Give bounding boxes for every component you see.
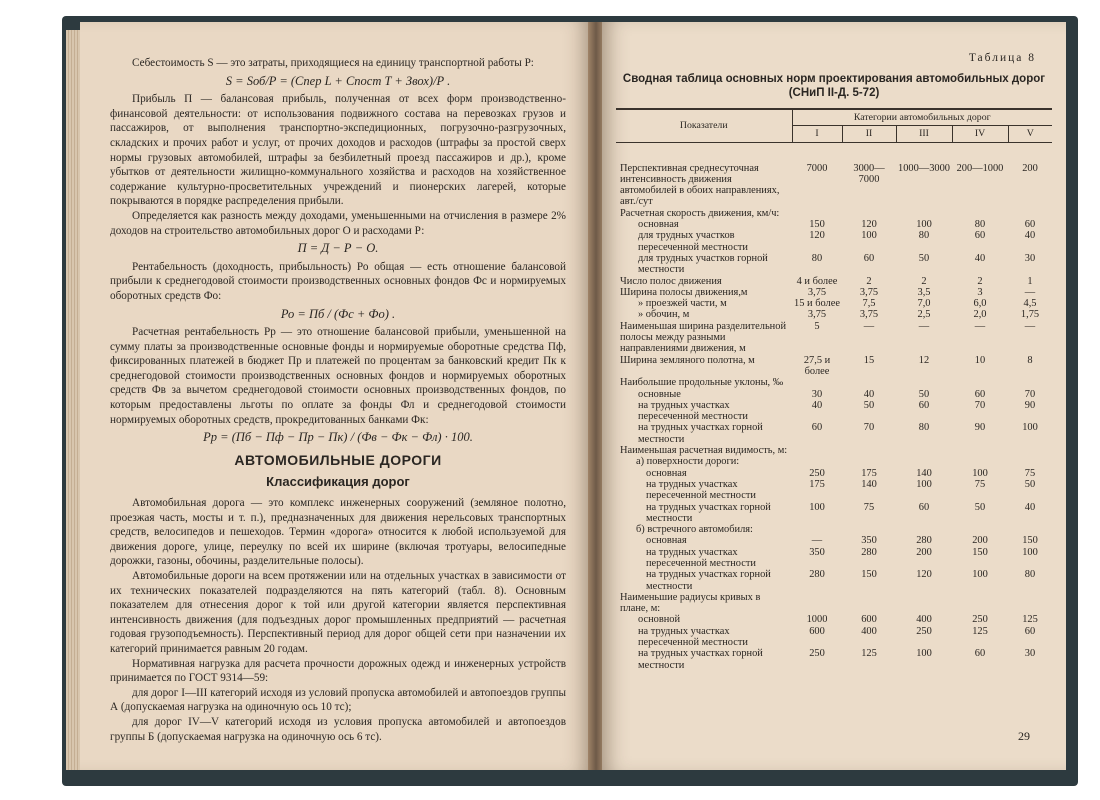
table-cell: 250: [916, 625, 932, 637]
page-number: 29: [1018, 729, 1030, 743]
table-cell: 1: [1027, 275, 1033, 287]
paragraph-profit: Прибыль П — балансовая прибыль, полученная от всех форм производственно-финансовой деятельности: от использования подвижного состава на перевозках грузов и пассажиров, от выполнения транспортно-экспедиционных, погрузочно-разгрузочных, складских и прочих работ и услуг, от прочих доходов и расходов (штрафы за простой сверх нормы грузовых автомобилей, штрафы за безбилетный проезд пассажиров и др.), кроме убытков от деятельности жилищно-коммунального хозяйства и расходов на хозяйственное содержание культурно-просветительных учреждений и пионерских лагерей, которые покрываются в порядке распределения прибыли.: [110, 93, 566, 208]
table-cell: 350: [861, 535, 877, 547]
row-label: для трудных участков пересеченной местности: [638, 230, 748, 253]
table-cell: 60: [1024, 625, 1036, 637]
table-cell: [842, 377, 896, 388]
table-row: [616, 524, 1052, 535]
table-cell: 100: [809, 501, 825, 513]
table-cell: 60: [811, 422, 823, 434]
row-label: основная: [638, 219, 679, 231]
table-row: [616, 230, 1052, 253]
table-cell: 1000: [806, 614, 828, 626]
table-cell: 10: [974, 354, 986, 366]
table-cell: 1,75: [1020, 309, 1040, 321]
table-cell: 250: [972, 614, 988, 626]
table-cell: 280: [861, 546, 877, 558]
table-cell: [896, 592, 952, 615]
table-cell: 125: [1022, 614, 1038, 626]
table-row: [616, 422, 1052, 445]
table-row: [616, 648, 1052, 671]
table-cell: [842, 208, 896, 219]
table-cell: 250: [809, 467, 825, 479]
table-cell: 4 и более: [796, 275, 838, 287]
table-cell: 2: [977, 275, 983, 287]
paragraph-load-group-b: для дорог IV—V категорий исходя из условия пропуска автомобилей и автопоездов группы Б (допускаемая нагрузка на одиночную ось 6 тс).: [110, 715, 566, 743]
table-cell: 150: [972, 546, 988, 558]
table-cell: 40: [1024, 501, 1036, 513]
table-cell: 3,75: [859, 286, 879, 298]
table-cell: 27,5 и более: [803, 354, 831, 377]
norms-table: [616, 108, 1052, 671]
table-cell: 7,0: [917, 298, 931, 310]
table-cell: 400: [861, 625, 877, 637]
row-label: Ширина земляного полотна, м: [620, 354, 755, 366]
table-cell: [792, 592, 842, 615]
row-label: Наименьшие радиусы кривых в плане, м:: [620, 591, 761, 615]
paragraph-profit-definition: Определяется как разность между доходами, уменьшенными на отчисления в размере 2% доходов на строительство автомобильных дорог О и расходами Р:: [110, 209, 566, 237]
table-cell: 3: [977, 286, 983, 298]
section-heading: АВТОМОБИЛЬНЫЕ ДОРОГИ: [234, 451, 442, 468]
table-cell: 7000: [806, 162, 828, 174]
row-label: на трудных участках пересеченной местности: [646, 478, 756, 502]
table-cell: —: [974, 320, 986, 332]
row-label: на трудных участках горной местности: [638, 648, 763, 671]
table-cell: 12: [918, 354, 930, 366]
table-row: [616, 298, 1052, 309]
table-cell: 60: [974, 648, 986, 660]
header-category: V: [1008, 126, 1052, 142]
table-cell: 60: [863, 252, 875, 264]
table-cell: 75: [863, 501, 875, 513]
table-row: [616, 479, 1052, 502]
table-cell: 15 и более: [794, 298, 840, 310]
table-cell: [952, 445, 1008, 456]
table-cell: 30: [1024, 648, 1036, 660]
row-label: Число полос движения: [620, 275, 722, 287]
table-cell: 75: [974, 478, 986, 490]
table-cell: 280: [916, 535, 932, 547]
table-cell: 120: [809, 230, 825, 242]
table-cell: 80: [974, 219, 986, 231]
table-cell: 125: [861, 648, 877, 660]
table-cell: 3,75: [859, 309, 879, 321]
table-row: [616, 276, 1052, 287]
table-cell: [1008, 445, 1052, 456]
table-cell: 120: [861, 219, 877, 231]
row-label: на трудных участках горной местности: [646, 501, 771, 524]
paragraph-load-group-a: для дорог I—III категорий исходя из условий пропуска автомобилей и автопоездов группы А (допускаемая нагрузка на одиночную ось 10 тс);: [110, 686, 566, 714]
table-row: [616, 626, 1052, 649]
left-page: [80, 22, 590, 770]
subsection-heading: Классификация дорог: [266, 474, 410, 490]
table-row: [616, 208, 1052, 219]
table-cell: 125: [972, 625, 988, 637]
table-cell: 100: [916, 478, 932, 490]
left-page-text: [110, 56, 566, 744]
right-page: [602, 22, 1066, 770]
table-cell: 60: [918, 399, 930, 411]
row-label: Перспективная среднесуточная интенсивность движения автомобилей в обоих направлениях, авт./сут: [620, 162, 780, 208]
table-cell: 60: [1024, 219, 1036, 231]
table-cell: [952, 208, 1008, 219]
table-cell: 100: [861, 230, 877, 242]
table-cell: [842, 456, 896, 467]
table-cell: 4,5: [1023, 298, 1037, 310]
table-row: [616, 321, 1052, 355]
header-categories: Категории автомобильных дорог: [792, 109, 1052, 126]
row-label: на трудных участках пересеченной местности: [638, 625, 748, 649]
table-cell: 100: [972, 569, 988, 581]
table-cell: —: [918, 320, 930, 332]
table-cell: 8: [1027, 354, 1033, 366]
table-cell: 150: [1022, 535, 1038, 547]
table-cell: [896, 524, 952, 535]
table-row: [616, 253, 1052, 276]
table-row: [616, 592, 1052, 615]
table-cell: [896, 208, 952, 219]
table-cell: 7,5: [862, 298, 876, 310]
table-cell: 3,5: [917, 286, 931, 298]
header-category: II: [842, 126, 896, 142]
row-label: Наибольшие продольные уклоны, ‰: [620, 377, 784, 389]
table-cell: 30: [811, 388, 823, 400]
row-label: б) встречного автомобиля:: [636, 524, 753, 536]
table-cell: 200: [972, 535, 988, 547]
formula-profit: П = Д − Р − О.: [297, 241, 379, 256]
table-cell: [1008, 456, 1052, 467]
row-label: основной: [638, 614, 681, 626]
table-cell: [896, 456, 952, 467]
table-row: [616, 445, 1052, 456]
table-cell: 6,0: [973, 298, 987, 310]
paragraph-calculated-profitability: Расчетная рентабельность Рр — это отношение балансовой прибыли, уменьшенной на сумму платы за производственные основные фонды и нормируемые оборотные средства Пф, фиксированных платежей в бюджет Пр и платежей по процентам за банковский кредит Пк к среднегодовой стоимости производственных основных фондов и нормируемых оборотных средств Фв за вычетом среднегодовой стоимости основных производственных фондов, по которым предоставлены льготы по оплате за фонды Фл и среднегодовой стоимости нормируемых оборотных средств, прокредитованных банками Фк:: [110, 326, 566, 426]
table-cell: [792, 377, 842, 388]
table-cell: —: [1024, 320, 1036, 332]
table-cell: 70: [1024, 388, 1036, 400]
table-cell: 150: [809, 219, 825, 231]
table-cell: 600: [861, 614, 877, 626]
table-cell: [1008, 524, 1052, 535]
table-cell: 80: [918, 230, 930, 242]
table-label: Таблица 8: [968, 52, 1036, 64]
table-cell: —: [1024, 286, 1036, 298]
table-cell: [896, 377, 952, 388]
table-row: [616, 287, 1052, 298]
formula-calculated-profitability: Рр = (Пб − Пф − Пр − Пк) / (Фв − Фк − Фл) · 100.: [203, 430, 473, 445]
table-cell: [1008, 592, 1052, 615]
table-cell: [842, 592, 896, 615]
table-cell: 175: [809, 478, 825, 490]
row-label: Расчетная скорость движения, км/ч:: [620, 207, 780, 219]
table-cell: [952, 524, 1008, 535]
table-cell: 60: [918, 501, 930, 513]
table-cell: [842, 524, 896, 535]
formula-cost: S = Sоб/P = (Cпер L + Cпост T + Звох)/P .: [225, 73, 451, 88]
row-label: основные: [638, 388, 681, 400]
row-label: основная: [646, 467, 687, 479]
paragraph-cost: Себестоимость S — это затраты, приходящиеся на единицу транспортной работы P:: [132, 57, 534, 69]
table-row: [616, 377, 1052, 388]
table-cell: 50: [1024, 478, 1036, 490]
row-label: на трудных участках пересеченной местности: [646, 546, 756, 569]
table-cell: 90: [1024, 399, 1036, 411]
table-cell: [952, 592, 1008, 615]
table-cell: 2: [866, 275, 872, 287]
header-indicators: Показатели: [616, 109, 792, 142]
table-cell: [792, 208, 842, 219]
table-cell: [896, 445, 952, 456]
table-cell: 2,5: [917, 309, 931, 321]
table-cell: 600: [809, 625, 825, 637]
table-cell: 400: [916, 614, 932, 626]
table-cell: 80: [1024, 569, 1036, 581]
table-cell: —: [863, 320, 875, 332]
table-cell: 150: [861, 569, 877, 581]
formula-profitability: Ро = Пб / (Фс + Фо) .: [280, 306, 396, 321]
table-row: [616, 535, 1052, 546]
table-cell: [1008, 377, 1052, 388]
row-label: а) поверхности дороги:: [636, 456, 740, 468]
table-cell: 75: [1024, 467, 1036, 479]
table-row: [616, 468, 1052, 479]
row-label: для трудных участков горной местности: [638, 252, 768, 276]
table-cell: 70: [863, 422, 875, 434]
table-row: [616, 355, 1052, 378]
table-cell: 350: [809, 546, 825, 558]
table-cell: 250: [809, 648, 825, 660]
header-category: IV: [952, 126, 1008, 142]
table-row: [616, 569, 1052, 592]
table-row: [616, 456, 1052, 467]
table-cell: 100: [1022, 546, 1038, 558]
table-cell: 3,75: [807, 286, 827, 298]
row-label: Наименьшая ширина разделительной полосы между разными направлениями движения, м: [620, 320, 787, 355]
row-label: на трудных участках горной местности: [638, 422, 763, 445]
table-cell: 3000—7000: [853, 162, 885, 185]
table-cell: —: [811, 535, 823, 547]
row-label: Наименьшая расчетная видимость, м:: [620, 445, 788, 457]
row-label: на трудных участках пересеченной местности: [638, 399, 748, 423]
table-cell: [792, 456, 842, 467]
paragraph-road-definition: Автомобильная дорога — это комплекс инженерных сооружений (земляное полотно, проезжая часть, мосты и т. п.), предназначенных для движения нерельсовых транспортных средств, велосипедов и пешеходов. Термин «дорога» относится к любой используемой для движения дороге, улице, переулку по всей их ширине (включая тротуары, велосипедные дорожки, газоны, обочины, разделительные полосы).: [110, 497, 566, 568]
table-cell: 200: [1022, 162, 1038, 174]
table-cell: 50: [918, 388, 930, 400]
table-cell: 60: [974, 230, 986, 242]
table-row: [616, 547, 1052, 570]
table-cell: 80: [811, 252, 823, 264]
table-cell: 280: [809, 569, 825, 581]
row-label: основная: [646, 535, 687, 547]
row-label: » проезжей части, м: [638, 298, 727, 310]
table-cell: 175: [861, 467, 877, 479]
table-cell: 60: [974, 388, 986, 400]
table-cell: 40: [863, 388, 875, 400]
table-cell: 3,75: [807, 309, 827, 321]
table-cell: 200: [916, 546, 932, 558]
table-cell: 100: [1022, 422, 1038, 434]
paragraph-profitability: Рентабельность (доходность, прибыльность) Ро общая — есть отношение балансовой прибыли к среднегодовой стоимости производственных основных фондов Фс и нормируемых оборотных средств Фо:: [110, 260, 566, 302]
table-cell: 50: [974, 501, 986, 513]
table-cell: 2: [921, 275, 927, 287]
table-cell: 5: [814, 320, 820, 332]
table-row: [616, 142, 1052, 208]
table-cell: 50: [918, 252, 930, 264]
paragraph-road-categories: Автомобильные дороги на всем протяжении или на отдельных участках в зависимости от их технических показателей подразделяются на пять категорий (табл. 8). Основным показателем для отнесения дорог к той или другой категории является перспективная интенсивность движения (для подъездных дорог промышленных предприятий — расчетная годовая грузоподъемность). Перспективный период для дорог общей сети при назначении их категорий принимается равным 20 годам.: [110, 570, 566, 655]
table-cell: 120: [916, 569, 932, 581]
table-cell: [792, 524, 842, 535]
table-cell: 30: [1024, 252, 1036, 264]
row-label: Ширина полосы движения,м: [620, 286, 748, 298]
table-cell: 100: [916, 219, 932, 231]
table-cell: [952, 377, 1008, 388]
table-cell: 140: [861, 478, 877, 490]
table-cell: 100: [916, 648, 932, 660]
table-cell: [792, 445, 842, 456]
table-cell: [1008, 208, 1052, 219]
row-label: на трудных участках горной местности: [646, 569, 771, 592]
table-row: [616, 502, 1052, 525]
table-cell: 70: [974, 399, 986, 411]
table-cell: 15: [863, 354, 875, 366]
table-cell: 1000—3000: [898, 162, 950, 174]
table-cell: 40: [1024, 230, 1036, 242]
table-title: Сводная таблица основных норм проектирования автомобильных дорог (СНиП II-Д. 5-72): [622, 73, 1046, 99]
norms-table-body: [616, 142, 1052, 671]
table-row: [616, 400, 1052, 423]
table-row: [616, 309, 1052, 320]
table-cell: 200—1000: [956, 162, 1004, 174]
table-cell: [842, 445, 896, 456]
header-category: III: [896, 126, 952, 142]
paragraph-normative-load: Нормативная нагрузка для расчета прочности дорожных одежд и инженерных устройств принимается по ГОСТ 9314—59:: [110, 657, 566, 685]
table-cell: 50: [863, 399, 875, 411]
table-cell: 100: [972, 467, 988, 479]
table-cell: 40: [811, 399, 823, 411]
header-category: I: [792, 126, 842, 142]
table-cell: 140: [916, 467, 932, 479]
table-cell: 2,0: [973, 309, 987, 321]
table-cell: 90: [974, 422, 986, 434]
table-cell: 80: [918, 422, 930, 434]
table-row: [616, 219, 1052, 230]
table-cell: 40: [974, 252, 986, 264]
table-row: [616, 614, 1052, 625]
row-label: » обочин, м: [638, 309, 690, 321]
table-row: [616, 389, 1052, 400]
table-cell: [952, 456, 1008, 467]
